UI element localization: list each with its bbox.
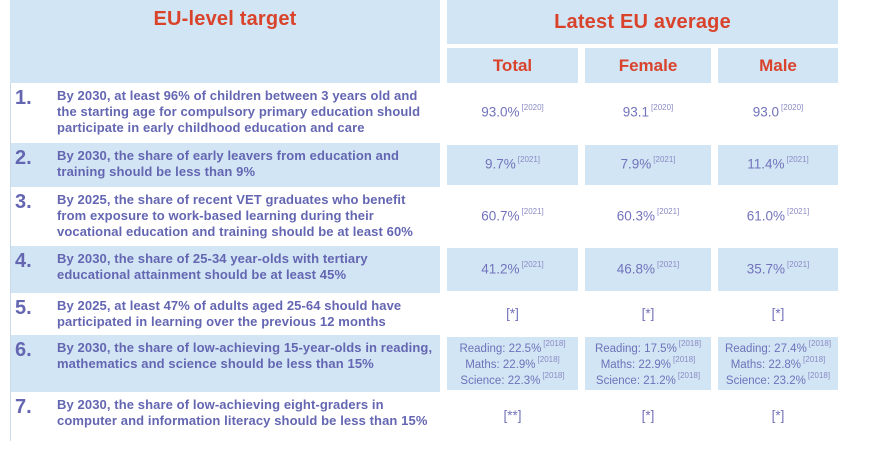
- row-number: 3.: [15, 191, 32, 213]
- value-cell-total: [447, 85, 578, 141]
- target-text: By 2030, at least 96% of children between 3 years old and the starting age for compulsory primary education should participate in early childhood education and care: [57, 88, 421, 135]
- target-text: By 2030, the share of 25-34 year-olds with tertiary educational attainment should be at least 45%: [57, 251, 368, 282]
- table-row: [11, 335, 838, 392]
- row-number: 6.: [15, 339, 32, 361]
- target-cell: [11, 83, 440, 143]
- table-row: [11, 392, 838, 441]
- value-line: 61.0% [2021]: [746, 206, 810, 224]
- year-superscript: [2018]: [678, 339, 702, 348]
- year-superscript: [2021]: [657, 206, 680, 216]
- value-line: 60.7% [2021]: [481, 206, 544, 224]
- table-row: [11, 246, 838, 293]
- year-superscript: [2021]: [521, 206, 544, 216]
- target-text: By 2030, the share of low-achieving 15-year-olds in reading, mathematics and science should be less than 15%: [57, 340, 433, 371]
- target-cell: [11, 335, 440, 392]
- value-line: 35.7% [2021]: [746, 259, 810, 277]
- eu-level-target-header: EU-level target: [10, 0, 440, 83]
- year-superscript: [2020]: [521, 103, 544, 113]
- value-cell-male: [718, 394, 838, 439]
- value-cell-male: [718, 145, 838, 185]
- value-cell-female: [585, 85, 711, 141]
- value-line: 41.2% [2021]: [481, 259, 544, 277]
- value-line: 9.7% [2021]: [484, 155, 541, 172]
- year-superscript: [2021]: [517, 155, 541, 165]
- column-header-total: Total: [447, 48, 578, 83]
- year-superscript: [2021]: [653, 155, 676, 165]
- value-line: Science: 21.2% [2018]: [595, 371, 701, 388]
- value-cell-male: [718, 337, 838, 390]
- year-superscript: [2020]: [781, 103, 804, 113]
- value-line: 93.0% [2020]: [481, 103, 544, 120]
- table-header: [10, 0, 838, 83]
- table-row: [11, 293, 838, 335]
- value-line: [*]: [641, 408, 655, 424]
- value-line: 93.1 [2020]: [622, 103, 674, 120]
- value-line: [*]: [641, 305, 655, 321]
- value-cell-total: [447, 337, 578, 390]
- table-body: [10, 83, 838, 441]
- value-cell-total: [447, 295, 578, 333]
- year-superscript: [2020]: [651, 103, 674, 113]
- year-superscript: [2018]: [808, 339, 832, 348]
- target-cell: [11, 143, 440, 187]
- value-cell-male: [718, 295, 838, 333]
- column-header-female: Female: [585, 48, 711, 83]
- value-line: Reading: 22.5% [2018]: [459, 339, 566, 355]
- value-cell-female: [585, 337, 711, 390]
- value-line: [*]: [771, 408, 785, 424]
- year-superscript: [2021]: [657, 259, 680, 269]
- table-row: [11, 187, 838, 246]
- target-text: By 2025, at least 47% of adults aged 25-64 should have participated in learning over the previous 12 months: [57, 298, 402, 329]
- value-cell-male: [718, 85, 838, 141]
- year-superscript: [2021]: [787, 206, 810, 216]
- target-cell: [11, 187, 440, 246]
- value-cell-female: [585, 145, 711, 185]
- eu-targets-table: [10, 0, 838, 441]
- target-text: By 2030, the share of low-achieving eight-graders in computer and information literacy should be less than 15%: [57, 397, 428, 428]
- value-line: 11.4% [2021]: [747, 155, 809, 172]
- value-line: Maths: 22.9% [2018]: [600, 355, 696, 372]
- year-superscript: [2018]: [807, 371, 831, 381]
- value-line: [*]: [506, 305, 519, 321]
- target-text: By 2030, the share of early leavers from education and training should be less than 9%: [57, 148, 400, 179]
- year-superscript: [2018]: [542, 371, 565, 381]
- value-line: Science: 23.2% [2018]: [725, 371, 831, 388]
- target-cell: [11, 392, 440, 441]
- row-number: 1.: [15, 87, 32, 109]
- value-line: 7.9% [2021]: [620, 155, 676, 172]
- latest-eu-average-header: Latest EU average: [447, 0, 838, 44]
- value-cell-female: [585, 189, 711, 244]
- row-number: 7.: [15, 396, 32, 418]
- row-number: 5.: [15, 297, 32, 319]
- value-line: 60.3% [2021]: [616, 206, 680, 224]
- value-line: Maths: 22.9% [2018]: [465, 355, 560, 372]
- value-line: [**]: [503, 408, 522, 424]
- value-line: Reading: 27.4% [2018]: [724, 339, 832, 355]
- row-number: 2.: [15, 147, 32, 169]
- column-subheaders: [447, 48, 838, 83]
- value-cell-total: [447, 248, 578, 291]
- value-cell-total: [447, 145, 578, 185]
- target-text: By 2025, the share of recent VET graduates who benefit from exposure to work-based learning during their vocational education and training should be at least 60%: [57, 192, 413, 239]
- year-superscript: [2018]: [543, 339, 566, 348]
- target-cell: [11, 293, 440, 335]
- year-superscript: [2021]: [786, 155, 809, 165]
- value-line: 93.0 [2020]: [752, 103, 804, 120]
- value-line: Reading: 17.5% [2018]: [594, 339, 702, 355]
- target-cell: [11, 246, 440, 293]
- row-number: 4.: [15, 250, 32, 272]
- value-cell-female: [585, 394, 711, 439]
- value-line: Science: 22.3% [2018]: [460, 371, 565, 388]
- year-superscript: [2018]: [537, 355, 560, 365]
- year-superscript: [2021]: [787, 259, 810, 269]
- year-superscript: [2018]: [673, 355, 696, 365]
- value-cell-total: [447, 189, 578, 244]
- value-cell-female: [585, 248, 711, 291]
- value-line: Maths: 22.8% [2018]: [730, 355, 826, 372]
- column-header-male: Male: [718, 48, 838, 83]
- year-superscript: [2021]: [521, 259, 544, 269]
- table-row: [11, 143, 838, 187]
- value-cell-total: [447, 394, 578, 439]
- latest-eu-average-section: [447, 0, 838, 83]
- value-cell-female: [585, 295, 711, 333]
- value-line: [*]: [771, 305, 785, 321]
- value-cell-male: [718, 248, 838, 291]
- value-cell-male: [718, 189, 838, 244]
- year-superscript: [2018]: [677, 371, 701, 381]
- year-superscript: [2018]: [803, 355, 826, 365]
- value-line: 46.8% [2021]: [616, 259, 680, 277]
- table-row: [11, 83, 838, 143]
